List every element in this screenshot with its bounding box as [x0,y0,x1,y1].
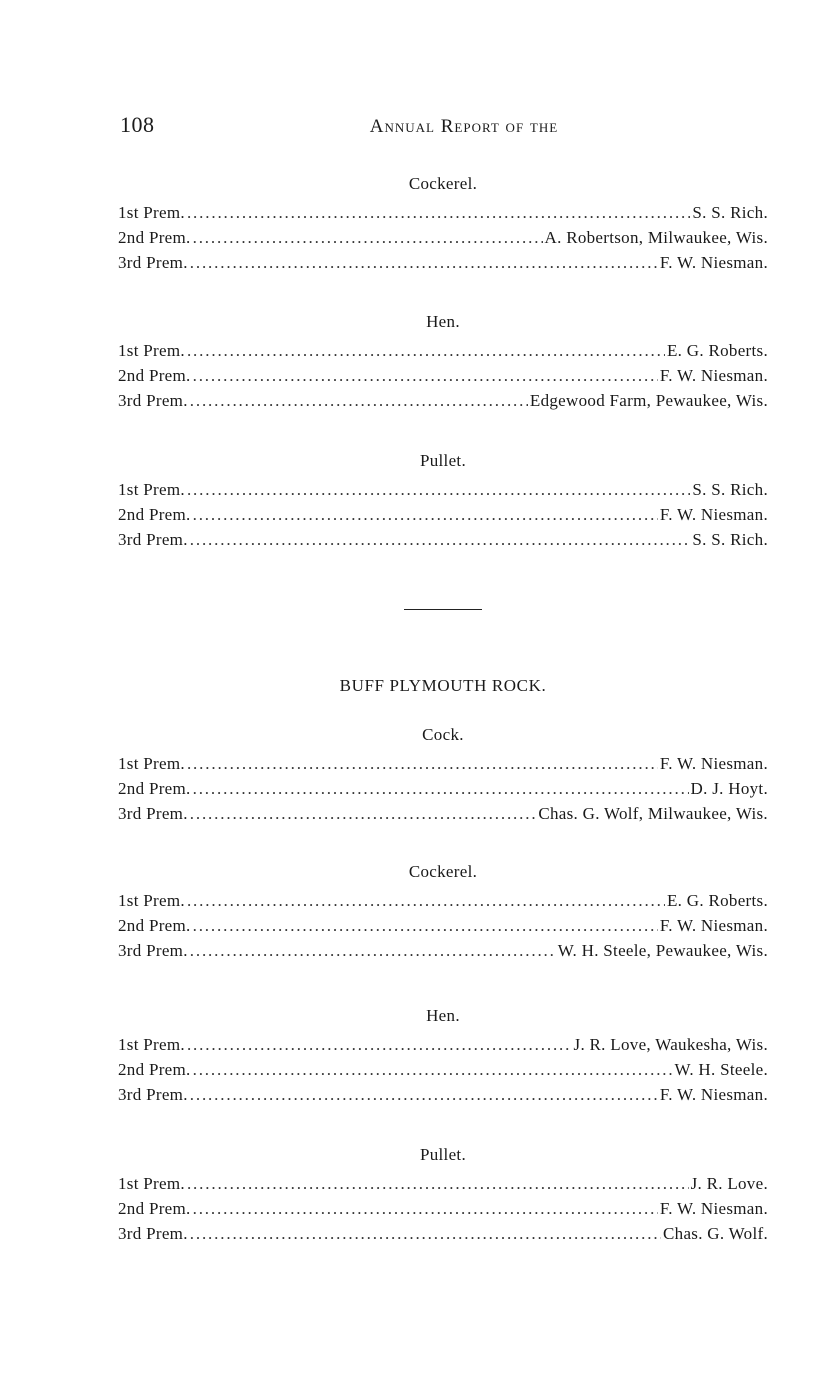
prize-label: 2nd Prem. [118,1199,191,1218]
prize-label: 3rd Prem. [118,530,188,549]
prize-row [118,338,768,363]
dot-leader [190,1082,658,1107]
section-title: Pullet. [419,451,467,470]
prize-label: 3rd Prem. [118,941,188,960]
dot-leader [193,1196,658,1221]
dot-leader [193,1057,673,1082]
prize-label: 2nd Prem. [118,366,191,385]
dot-leader [190,527,691,552]
prize-winner: F. W. Niesman. [659,754,768,773]
prize-row [118,363,768,388]
section-hen [118,1006,768,1107]
prize-winner: E. G. Roberts. [667,891,768,910]
prize-winner: F. W. Niesman. [659,253,768,272]
prize-winner: J. R. Love, Waukesha, Wis. [573,1035,768,1054]
prize-label: 2nd Prem. [118,1060,191,1079]
prize-label: 3rd Prem. [118,1085,188,1104]
prize-row [118,388,768,413]
prize-winner: E. G. Roberts. [667,341,768,360]
prize-label: 1st Prem. [118,341,185,360]
section-hen [118,312,768,413]
prize-row [118,200,768,225]
prize-label: 2nd Prem. [118,228,191,247]
dot-leader [193,225,543,250]
prize-label: 2nd Prem. [118,505,191,524]
dot-leader [190,1221,661,1246]
prize-row [118,1057,768,1082]
prize-winner: F. W. Niesman. [659,1085,768,1104]
dot-leader [187,200,690,225]
section-cock [118,725,768,826]
dot-leader [187,477,690,502]
section-divider [404,609,482,610]
prize-winner: S. S. Rich. [692,530,768,549]
prize-row [118,1221,768,1246]
prize-winner: F. W. Niesman. [659,505,768,524]
prize-label: 3rd Prem. [118,1224,188,1243]
section-pullet [118,451,768,552]
page-header [120,108,768,144]
prize-row [118,801,768,826]
dot-leader [187,1171,689,1196]
section-title: Cock. [422,725,464,744]
prize-winner: S. S. Rich. [692,480,768,499]
prize-winner: Edgewood Farm, Pewaukee, Wis. [529,391,768,410]
dot-leader [193,776,689,801]
dot-leader [193,363,658,388]
prize-winner: J. R. Love. [690,1174,768,1193]
prize-winner: F. W. Niesman. [659,916,768,935]
prize-winner: F. W. Niesman. [659,366,768,385]
section-title: Hen. [426,312,460,331]
prize-label: 1st Prem. [118,1174,185,1193]
prize-label: 2nd Prem. [118,916,191,935]
section-pullet [118,1145,768,1246]
dot-leader [193,913,658,938]
dot-leader [187,751,658,776]
running-head: Annual Report of the [369,116,559,137]
dot-leader [193,502,658,527]
prize-winner: W. H. Steele. [674,1060,768,1079]
section-title: Cockerel. [408,174,478,193]
prize-label: 1st Prem. [118,891,185,910]
prize-row [118,776,768,801]
dot-leader [190,801,537,826]
section-title: Pullet. [419,1145,467,1164]
dot-leader [190,250,658,275]
prize-winner: Chas. G. Wolf, Milwaukee, Wis. [538,804,768,823]
prize-row [118,1032,768,1057]
dot-leader [190,388,528,413]
breed-title: BUFF PLYMOUTH ROCK. [339,676,547,695]
section-cockerel [118,862,768,963]
prize-row [118,527,768,552]
prize-row [118,913,768,938]
page-number: 108 [120,112,155,137]
prize-row [118,250,768,275]
section-title: Cockerel. [408,862,478,881]
prize-label: 3rd Prem. [118,391,188,410]
prize-row [118,225,768,250]
section-cockerel [118,174,768,275]
prize-winner: A. Robertson, Milwaukee, Wis. [544,228,768,247]
prize-label: 1st Prem. [118,203,185,222]
prize-label: 1st Prem. [118,754,185,773]
section-title: Hen. [426,1006,460,1025]
dot-leader [187,1032,572,1057]
prize-row [118,477,768,502]
dot-leader [190,938,556,963]
prize-winner: F. W. Niesman. [659,1199,768,1218]
prize-label: 3rd Prem. [118,804,188,823]
prize-row [118,1082,768,1107]
prize-row [118,888,768,913]
prize-label: 3rd Prem. [118,253,188,272]
prize-winner: D. J. Hoyt. [690,779,768,798]
dot-leader [187,338,665,363]
prize-row [118,1171,768,1196]
prize-winner: W. H. Steele, Pewaukee, Wis. [557,941,768,960]
prize-label: 1st Prem. [118,1035,185,1054]
prize-winner: Chas. G. Wolf. [663,1224,768,1243]
dot-leader [187,888,665,913]
prize-label: 1st Prem. [118,480,185,499]
prize-label: 2nd Prem. [118,779,191,798]
prize-winner: S. S. Rich. [692,203,768,222]
prize-row [118,751,768,776]
prize-row [118,938,768,963]
prize-row [118,1196,768,1221]
prize-row [118,502,768,527]
